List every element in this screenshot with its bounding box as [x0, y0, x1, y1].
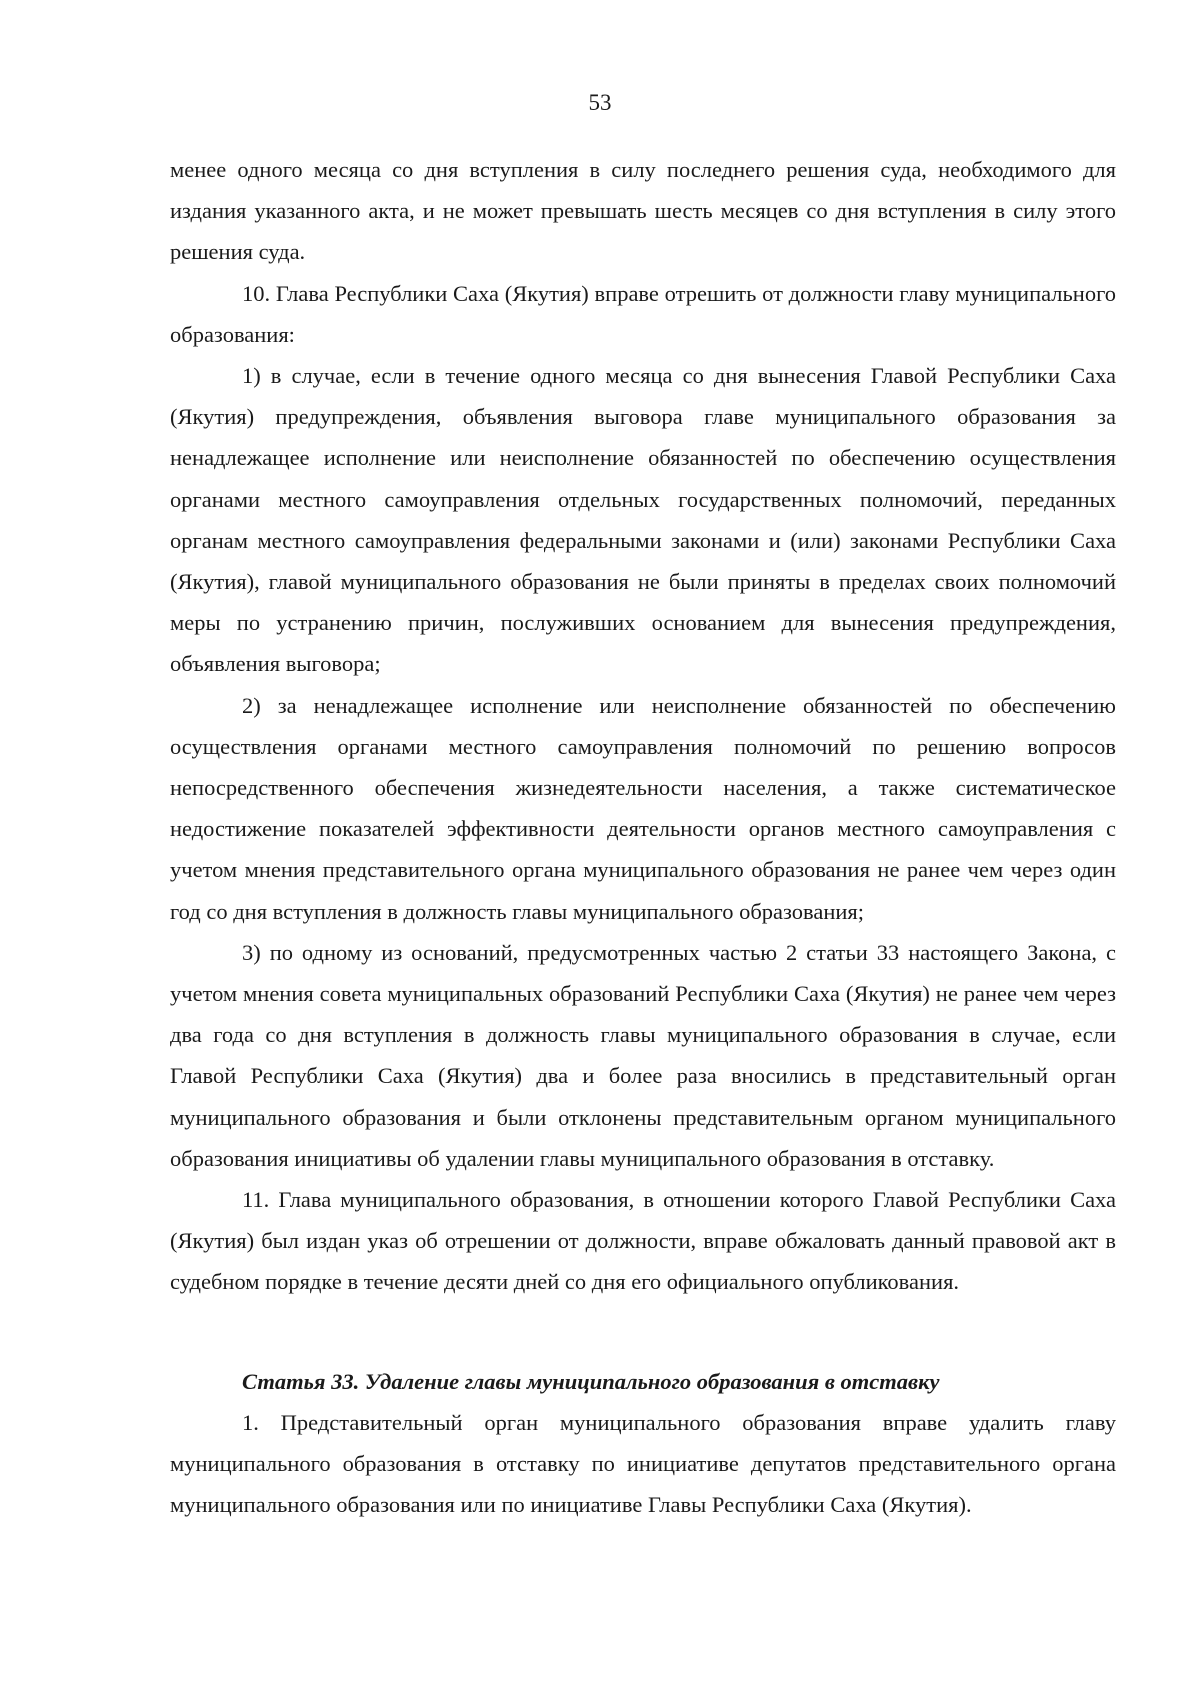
article-paragraph-1: 1. Представительный орган муниципального образования вправе удалить главу муниципального образования в отставку по инициативе депутатов представительного органа муниципального образования или по инициативе Главы Республики Саха (Якутия). — [170, 1409, 1116, 1518]
page-number: 53 — [588, 90, 612, 115]
document-body — [170, 149, 1116, 1526]
paragraph-subitem-2: 2) за ненадлежащее исполнение или неисполнение обязанностей по обеспечению осуществления органами местного самоуправления полномочий по решению вопросов непосредственного обеспечения жизнедеятельности населения, а также систематическое недостижение показателей эффективности деятельности органов местного самоуправления с учетом мнения представительного органа муниципального образования не ранее чем через один год со дня вступления в должность главы муниципального образования; — [170, 692, 1116, 924]
paragraph-continuation: менее одного месяца со дня вступления в силу последнего решения суда, необходимого для издания указанного акта, и не может превышать шесть месяцев со дня вступления в силу этого решения суда. — [170, 157, 1116, 265]
article-heading: Статья 33. Удаление главы муниципального образования в отставку — [242, 1368, 940, 1394]
paragraph-subitem-3: 3) по одному из оснований, предусмотренных частью 2 статьи 33 настоящего Закона, с учетом мнения совета муниципальных образований Республики Саха (Якутия) не ранее чем через два года со дня вступления в должность главы муниципального образования в случае, если Главой Республики Саха (Якутия) два и более раза вносились в представительный орган муниципального образования и были отклонены представительным органом муниципального образования инициативы об удалении главы муниципального образования в отставку. — [170, 939, 1116, 1171]
paragraph-item-10: 10. Глава Республики Саха (Якутия) вправе отрешить от должности главу муниципального образования: — [170, 280, 1116, 347]
paragraph-item-11: 11. Глава муниципального образования, в отношении которого Главой Республики Саха (Якутия) был издан указ об отрешении от должности, вправе обжаловать данный правовой акт в судебном порядке в течение десяти дней со дня его официального опубликования. — [170, 1187, 1116, 1295]
paragraph-subitem-1: 1) в случае, если в течение одного месяца со дня вынесения Главой Республики Саха (Якутия) предупреждения, объявления выговора главе муниципального образования за ненадлежащее исполнение или неисполнение обязанностей по обеспечению осуществления органами местного самоуправления отдельных государственных полномочий, переданных органам местного самоуправления федеральными законами и (или) законами Республики Саха (Якутия), главой муниципального образования не были приняты в пределах своих полномочий меры по устранению причин, послуживших основанием для вынесения предупреждения, объявления выговора; — [170, 363, 1116, 677]
